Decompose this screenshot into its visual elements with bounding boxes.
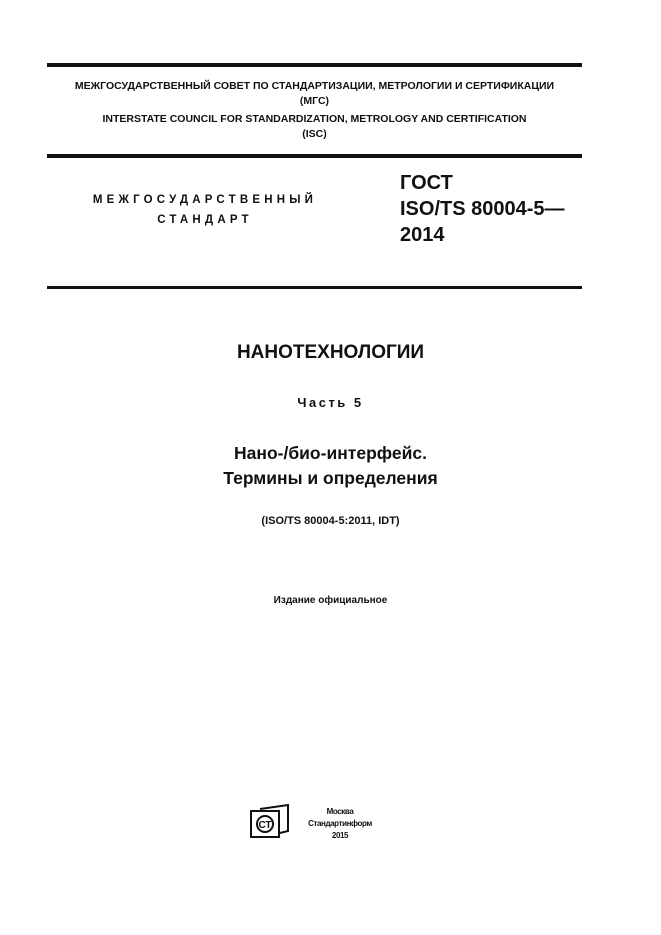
subtitle-line2: Термины и определения bbox=[223, 468, 438, 488]
council-name-ru bbox=[47, 79, 582, 109]
council-divider bbox=[47, 154, 582, 158]
document-title: НАНОТЕХНОЛОГИИ bbox=[236, 342, 425, 363]
subtitle-line1: Нано-/био-интерфейс. bbox=[234, 443, 427, 463]
header-bottom-rule bbox=[47, 286, 582, 289]
publisher-name: Стандартинформ bbox=[308, 819, 372, 828]
top-rule bbox=[47, 63, 582, 67]
standard-type-line1: МЕЖГОСУДАРСТВЕННЫЙ bbox=[92, 194, 318, 206]
designation-line1: ГОСТ bbox=[400, 172, 453, 194]
publisher-city: Москва bbox=[326, 807, 354, 816]
council-name-en-line1: INTERSTATE COUNCIL FOR STANDARDIZATION, METROLOGY AND CERTIFICATION bbox=[102, 113, 527, 125]
svg-text:СТ: СТ bbox=[258, 820, 272, 831]
publication-year: 2015 bbox=[331, 831, 349, 840]
designation-line3: 2014 bbox=[400, 224, 445, 246]
council-name-ru-line1: МЕЖГОСУДАРСТВЕННЫЙ СОВЕТ ПО СТАНДАРТИЗАЦИИ, МЕТРОЛОГИИ И СЕРТИФИКАЦИИ bbox=[74, 80, 555, 92]
publisher-info bbox=[292, 806, 388, 842]
council-name-en bbox=[47, 112, 582, 142]
document-subtitle bbox=[0, 441, 661, 491]
standard-designation bbox=[400, 170, 565, 248]
standartinform-logo-icon bbox=[250, 803, 290, 839]
edition-label: Издание официальное bbox=[273, 595, 388, 606]
iso-reference: (ISO/TS 80004-5:2011, IDT) bbox=[261, 515, 400, 527]
standard-type-line2: СТАНДАРТ bbox=[157, 214, 253, 226]
council-abbr-en: (ISC) bbox=[302, 128, 327, 140]
designation-line2: ISO/TS 80004-5— bbox=[400, 198, 565, 220]
part-label: Часть 5 bbox=[297, 395, 364, 410]
council-abbr-ru: (МГС) bbox=[299, 95, 330, 107]
standard-type bbox=[80, 190, 330, 230]
